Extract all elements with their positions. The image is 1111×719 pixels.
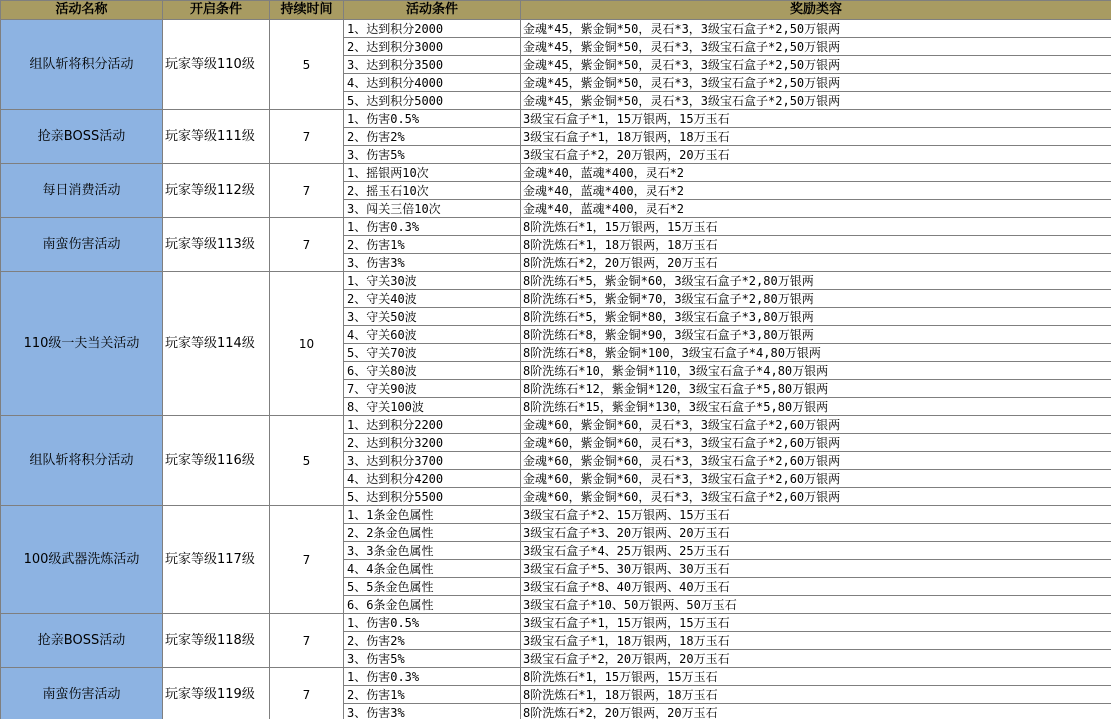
activity-name-cell[interactable]: 100级武器洗炼活动: [1, 506, 163, 614]
reward-cell[interactable]: 3级宝石盒子*2，20万银两，20万玉石: [521, 650, 1111, 668]
duration-cell[interactable]: 7: [270, 668, 344, 719]
table-row: [1, 272, 1111, 290]
reward-cell[interactable]: 8阶洗炼石*1，18万银两，18万玉石: [521, 236, 1111, 254]
table-row: [1, 110, 1111, 128]
reward-cell[interactable]: 8阶洗练石*8，紫金铜*100，3级宝石盒子*4,80万银两: [521, 344, 1111, 362]
activity-condition-cell[interactable]: 2、伤害2%: [344, 632, 521, 650]
activity-condition-cell[interactable]: 3、达到积分3500: [344, 56, 521, 74]
header-activity-name[interactable]: 活动名称: [1, 1, 163, 20]
reward-cell[interactable]: 8阶洗炼石*1，15万银两，15万玉石: [521, 218, 1111, 236]
reward-cell[interactable]: 金魂*40，蓝魂*400，灵石*2: [521, 164, 1111, 182]
activity-condition-cell[interactable]: 5、达到积分5500: [344, 488, 521, 506]
activity-condition-cell[interactable]: 3、伤害3%: [344, 254, 521, 272]
reward-cell[interactable]: 3级宝石盒子*4、25万银两、25万玉石: [521, 542, 1111, 560]
activity-condition-cell[interactable]: 3、守关50波: [344, 308, 521, 326]
duration-cell[interactable]: 7: [270, 218, 344, 272]
activity-condition-cell[interactable]: 2、2条金色属性: [344, 524, 521, 542]
activity-condition-cell[interactable]: 1、守关30波: [344, 272, 521, 290]
reward-cell[interactable]: 金魂*60，紫金铜*60，灵石*3，3级宝石盒子*2,60万银两: [521, 434, 1111, 452]
activity-condition-cell[interactable]: 5、守关70波: [344, 344, 521, 362]
activity-name-cell[interactable]: 抢亲BOSS活动: [1, 614, 163, 668]
table-row: [1, 506, 1111, 524]
open-condition-cell[interactable]: 玩家等级112级: [163, 164, 270, 218]
header-reward[interactable]: 奖励类容: [521, 1, 1111, 20]
duration-cell[interactable]: 5: [270, 20, 344, 110]
table-row: [1, 668, 1111, 686]
activity-name-cell[interactable]: 抢亲BOSS活动: [1, 110, 163, 164]
activity-name-cell[interactable]: 110级一夫当关活动: [1, 272, 163, 416]
reward-cell[interactable]: 金魂*45，紫金铜*50，灵石*3，3级宝石盒子*2,50万银两: [521, 56, 1111, 74]
activity-condition-cell[interactable]: 2、伤害1%: [344, 686, 521, 704]
reward-cell[interactable]: 金魂*60，紫金铜*60，灵石*3，3级宝石盒子*2,60万银两: [521, 488, 1111, 506]
header-duration[interactable]: 持续时间: [270, 1, 344, 20]
duration-cell[interactable]: 10: [270, 272, 344, 416]
activity-condition-cell[interactable]: 3、达到积分3700: [344, 452, 521, 470]
activity-condition-cell[interactable]: 8、守关100波: [344, 398, 521, 416]
reward-cell[interactable]: 3级宝石盒子*1，15万银两，15万玉石: [521, 614, 1111, 632]
activity-name-cell[interactable]: 南蛮伤害活动: [1, 218, 163, 272]
reward-cell[interactable]: 8阶洗练石*12，紫金铜*120，3级宝石盒子*5,80万银两: [521, 380, 1111, 398]
table-body: [1, 20, 1111, 719]
activity-condition-cell[interactable]: 5、达到积分5000: [344, 92, 521, 110]
reward-cell[interactable]: 3级宝石盒子*1，15万银两，15万玉石: [521, 110, 1111, 128]
reward-cell[interactable]: 8阶洗练石*8，紫金铜*90，3级宝石盒子*3,80万银两: [521, 326, 1111, 344]
activity-condition-cell[interactable]: 1、伤害0.3%: [344, 668, 521, 686]
activity-condition-cell[interactable]: 2、伤害1%: [344, 236, 521, 254]
activity-condition-cell[interactable]: 2、达到积分3200: [344, 434, 521, 452]
activity-condition-cell[interactable]: 1、达到积分2000: [344, 20, 521, 38]
activity-condition-cell[interactable]: 6、6条金色属性: [344, 596, 521, 614]
open-condition-cell[interactable]: 玩家等级116级: [163, 416, 270, 506]
activity-condition-cell[interactable]: 1、伤害0.5%: [344, 110, 521, 128]
reward-cell[interactable]: 金魂*45，紫金铜*50，灵石*3，3级宝石盒子*2,50万银两: [521, 74, 1111, 92]
reward-cell[interactable]: 3级宝石盒子*8、40万银两、40万玉石: [521, 578, 1111, 596]
reward-cell[interactable]: 3级宝石盒子*10、50万银两、50万玉石: [521, 596, 1111, 614]
reward-cell[interactable]: 3级宝石盒子*2，20万银两，20万玉石: [521, 146, 1111, 164]
activity-name-cell[interactable]: 组队斩将积分活动: [1, 416, 163, 506]
header-open-condition[interactable]: 开启条件: [163, 1, 270, 20]
activity-condition-cell[interactable]: 4、达到积分4000: [344, 74, 521, 92]
activity-condition-cell[interactable]: 1、伤害0.5%: [344, 614, 521, 632]
open-condition-cell[interactable]: 玩家等级118级: [163, 614, 270, 668]
activity-condition-cell[interactable]: 1、达到积分2200: [344, 416, 521, 434]
duration-cell[interactable]: 7: [270, 614, 344, 668]
reward-cell[interactable]: 8阶洗炼石*1，18万银两，18万玉石: [521, 686, 1111, 704]
reward-cell[interactable]: 3级宝石盒子*2、15万银两、15万玉石: [521, 506, 1111, 524]
table-row: [1, 416, 1111, 434]
reward-cell[interactable]: 8阶洗炼石*1，15万银两，15万玉石: [521, 668, 1111, 686]
activity-name-cell[interactable]: 南蛮伤害活动: [1, 668, 163, 719]
reward-cell[interactable]: 金魂*45，紫金铜*50，灵石*3，3级宝石盒子*2,50万银两: [521, 38, 1111, 56]
reward-cell[interactable]: 8阶洗练石*10，紫金铜*110，3级宝石盒子*4,80万银两: [521, 362, 1111, 380]
activity-condition-cell[interactable]: 4、4条金色属性: [344, 560, 521, 578]
activity-name-cell[interactable]: 组队斩将积分活动: [1, 20, 163, 110]
activity-condition-cell[interactable]: 4、达到积分4200: [344, 470, 521, 488]
reward-cell[interactable]: 金魂*40，蓝魂*400，灵石*2: [521, 200, 1111, 218]
activity-condition-cell[interactable]: 3、伤害3%: [344, 704, 521, 719]
activity-condition-cell[interactable]: 3、闯关三倍10次: [344, 200, 521, 218]
activity-condition-cell[interactable]: 2、达到积分3000: [344, 38, 521, 56]
activity-condition-cell[interactable]: 2、守关40波: [344, 290, 521, 308]
reward-cell[interactable]: 8阶洗炼石*2，20万银两，20万玉石: [521, 254, 1111, 272]
reward-cell[interactable]: 金魂*60，紫金铜*60，灵石*3，3级宝石盒子*2,60万银两: [521, 470, 1111, 488]
activity-condition-cell[interactable]: 3、伤害5%: [344, 650, 521, 668]
activity-condition-cell[interactable]: 1、1条金色属性: [344, 506, 521, 524]
activity-condition-cell[interactable]: 2、摇玉石10次: [344, 182, 521, 200]
activity-condition-cell[interactable]: 2、伤害2%: [344, 128, 521, 146]
open-condition-cell[interactable]: 玩家等级111级: [163, 110, 270, 164]
reward-cell[interactable]: 8阶洗炼石*2，20万银两，20万玉石: [521, 704, 1111, 719]
reward-cell[interactable]: 金魂*45，紫金铜*50，灵石*3，3级宝石盒子*2,50万银两: [521, 92, 1111, 110]
activity-condition-cell[interactable]: 5、5条金色属性: [344, 578, 521, 596]
reward-cell[interactable]: 金魂*60，紫金铜*60，灵石*3，3级宝石盒子*2,60万银两: [521, 416, 1111, 434]
reward-cell[interactable]: 8阶洗练石*5，紫金铜*80，3级宝石盒子*3,80万银两: [521, 308, 1111, 326]
open-condition-cell[interactable]: 玩家等级114级: [163, 272, 270, 416]
reward-cell[interactable]: 8阶洗练石*5，紫金铜*70，3级宝石盒子*2,80万银两: [521, 290, 1111, 308]
open-condition-cell[interactable]: 玩家等级117级: [163, 506, 270, 614]
open-condition-cell[interactable]: 玩家等级110级: [163, 20, 270, 110]
activity-name-cell[interactable]: 每日消费活动: [1, 164, 163, 218]
duration-cell[interactable]: 7: [270, 110, 344, 164]
reward-cell[interactable]: 3级宝石盒子*3、20万银两、20万玉石: [521, 524, 1111, 542]
table-row: [1, 218, 1111, 236]
reward-cell[interactable]: 金魂*40，蓝魂*400，灵石*2: [521, 182, 1111, 200]
reward-cell[interactable]: 3级宝石盒子*1，18万银两，18万玉石: [521, 632, 1111, 650]
reward-cell[interactable]: 3级宝石盒子*1，18万银两，18万玉石: [521, 128, 1111, 146]
activity-condition-cell[interactable]: 4、守关60波: [344, 326, 521, 344]
reward-cell[interactable]: 8阶洗练石*15，紫金铜*130，3级宝石盒子*5,80万银两: [521, 398, 1111, 416]
activity-condition-cell[interactable]: 3、伤害5%: [344, 146, 521, 164]
reward-cell[interactable]: 3级宝石盒子*5、30万银两、30万玉石: [521, 560, 1111, 578]
duration-cell[interactable]: 5: [270, 416, 344, 506]
table-row: [1, 614, 1111, 632]
activity-condition-cell[interactable]: 3、3条金色属性: [344, 542, 521, 560]
header-row: [1, 1, 1111, 20]
activity-condition-cell[interactable]: 6、守关80波: [344, 362, 521, 380]
activity-condition-cell[interactable]: 7、守关90波: [344, 380, 521, 398]
open-condition-cell[interactable]: 玩家等级119级: [163, 668, 270, 719]
table-row: [1, 20, 1111, 38]
reward-cell[interactable]: 金魂*45，紫金铜*50，灵石*3，3级宝石盒子*2,50万银两: [521, 20, 1111, 38]
duration-cell[interactable]: 7: [270, 164, 344, 218]
activity-condition-cell[interactable]: 1、伤害0.3%: [344, 218, 521, 236]
open-condition-cell[interactable]: 玩家等级113级: [163, 218, 270, 272]
duration-cell[interactable]: 7: [270, 506, 344, 614]
table-row: [1, 164, 1111, 182]
reward-cell[interactable]: 金魂*60，紫金铜*60，灵石*3，3级宝石盒子*2,60万银两: [521, 452, 1111, 470]
header-activity-condition[interactable]: 活动条件: [344, 1, 521, 20]
activity-condition-cell[interactable]: 1、摇银两10次: [344, 164, 521, 182]
reward-cell[interactable]: 8阶洗练石*5，紫金铜*60，3级宝石盒子*2,80万银两: [521, 272, 1111, 290]
